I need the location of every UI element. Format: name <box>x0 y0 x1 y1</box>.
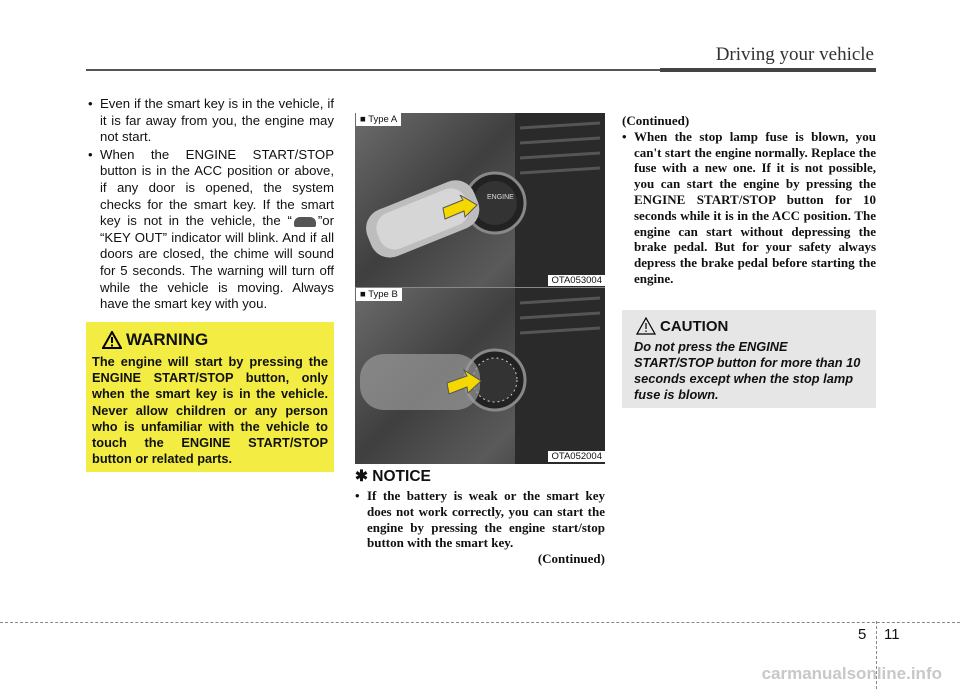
car-key-out-icon <box>294 217 316 227</box>
photo-code-b: OTA052004 <box>548 451 605 462</box>
notice-section <box>355 467 605 567</box>
bullet-dot-icon: • <box>355 488 360 503</box>
notice-text: If the battery is weak or the smart key does not work correctly, you can start the engine by pressing the engine start/stop button with the smart key. <box>367 488 605 551</box>
bullet-dot-icon: • <box>88 96 93 111</box>
bullet-item <box>86 147 334 313</box>
right-column-text: When the stop lamp fuse is blown, you can't start the engine normally. Replace the fuse with a new one. If it is not possible, you can start the engine by pressing the ENGINE START/STOP button for 10 seconds while it is in the ACC position. The engine can start without depressing the brake pedal. But for your safety always depress the brake pedal before starting the engine. <box>634 128 876 286</box>
notice-heading: ✱ NOTICE <box>355 468 431 485</box>
type-b-label: ■ Type B <box>356 288 402 301</box>
watermark: carmanualsonline.info <box>761 664 942 683</box>
photo-code-a: OTA053004 <box>548 275 605 286</box>
bullet-text: Even if the smart key is in the vehicle, if it is far away from you, the engine may not start. <box>100 96 334 145</box>
bullet-text-part1: When the ENGINE START/STOP button is in the ACC position or above, if any door is opened, the system checks for the smart key. If the smart key is not in the vehicle, the “ <box>100 146 334 229</box>
left-column <box>86 96 334 314</box>
warning-triangle-icon <box>102 331 122 354</box>
bullet-item <box>86 96 334 146</box>
photo-type-b <box>355 287 605 464</box>
bullet-dot-icon: • <box>88 146 93 162</box>
bullet-text-part2: ”or “KEY OUT” indicator will blink. And if all doors are closed, the chime will sound for 5 seconds. The warning will turn off while the vehicle is moving. Always have the smart key with you. <box>100 213 334 312</box>
type-a-label: ■ Type A <box>356 113 401 126</box>
button-text: ENGINE <box>487 194 514 201</box>
continued-label: (Continued) <box>622 113 690 128</box>
bullet-dot-icon: • <box>622 128 627 144</box>
warning-text: The engine will start by pressing the ENGINE START/STOP button, only when the smart key is in the vehicle. Never allow children or any person who is unfamiliar with the vehicle to touch the ENGINE START/STOP button or related parts. <box>92 354 328 467</box>
header-rule-accent <box>660 68 876 72</box>
notice-item <box>355 488 605 551</box>
footer-rule <box>0 622 960 623</box>
photo-type-a <box>355 113 605 287</box>
notice-continued: (Continued) <box>537 551 605 567</box>
caution-heading: CAUTION <box>660 318 729 335</box>
page-number: 11 <box>884 626 900 643</box>
chapter-number: 5 <box>858 626 867 643</box>
caution-text: Do not press the ENGINE START/STOP button for more than 10 seconds except when the stop lamp fuse is blown. <box>634 339 861 402</box>
bullet-item <box>622 129 876 287</box>
right-column <box>622 113 876 287</box>
warning-heading: WARNING <box>126 330 209 349</box>
caution-triangle-icon <box>636 317 656 340</box>
section-title: Driving your vehicle <box>715 44 874 65</box>
